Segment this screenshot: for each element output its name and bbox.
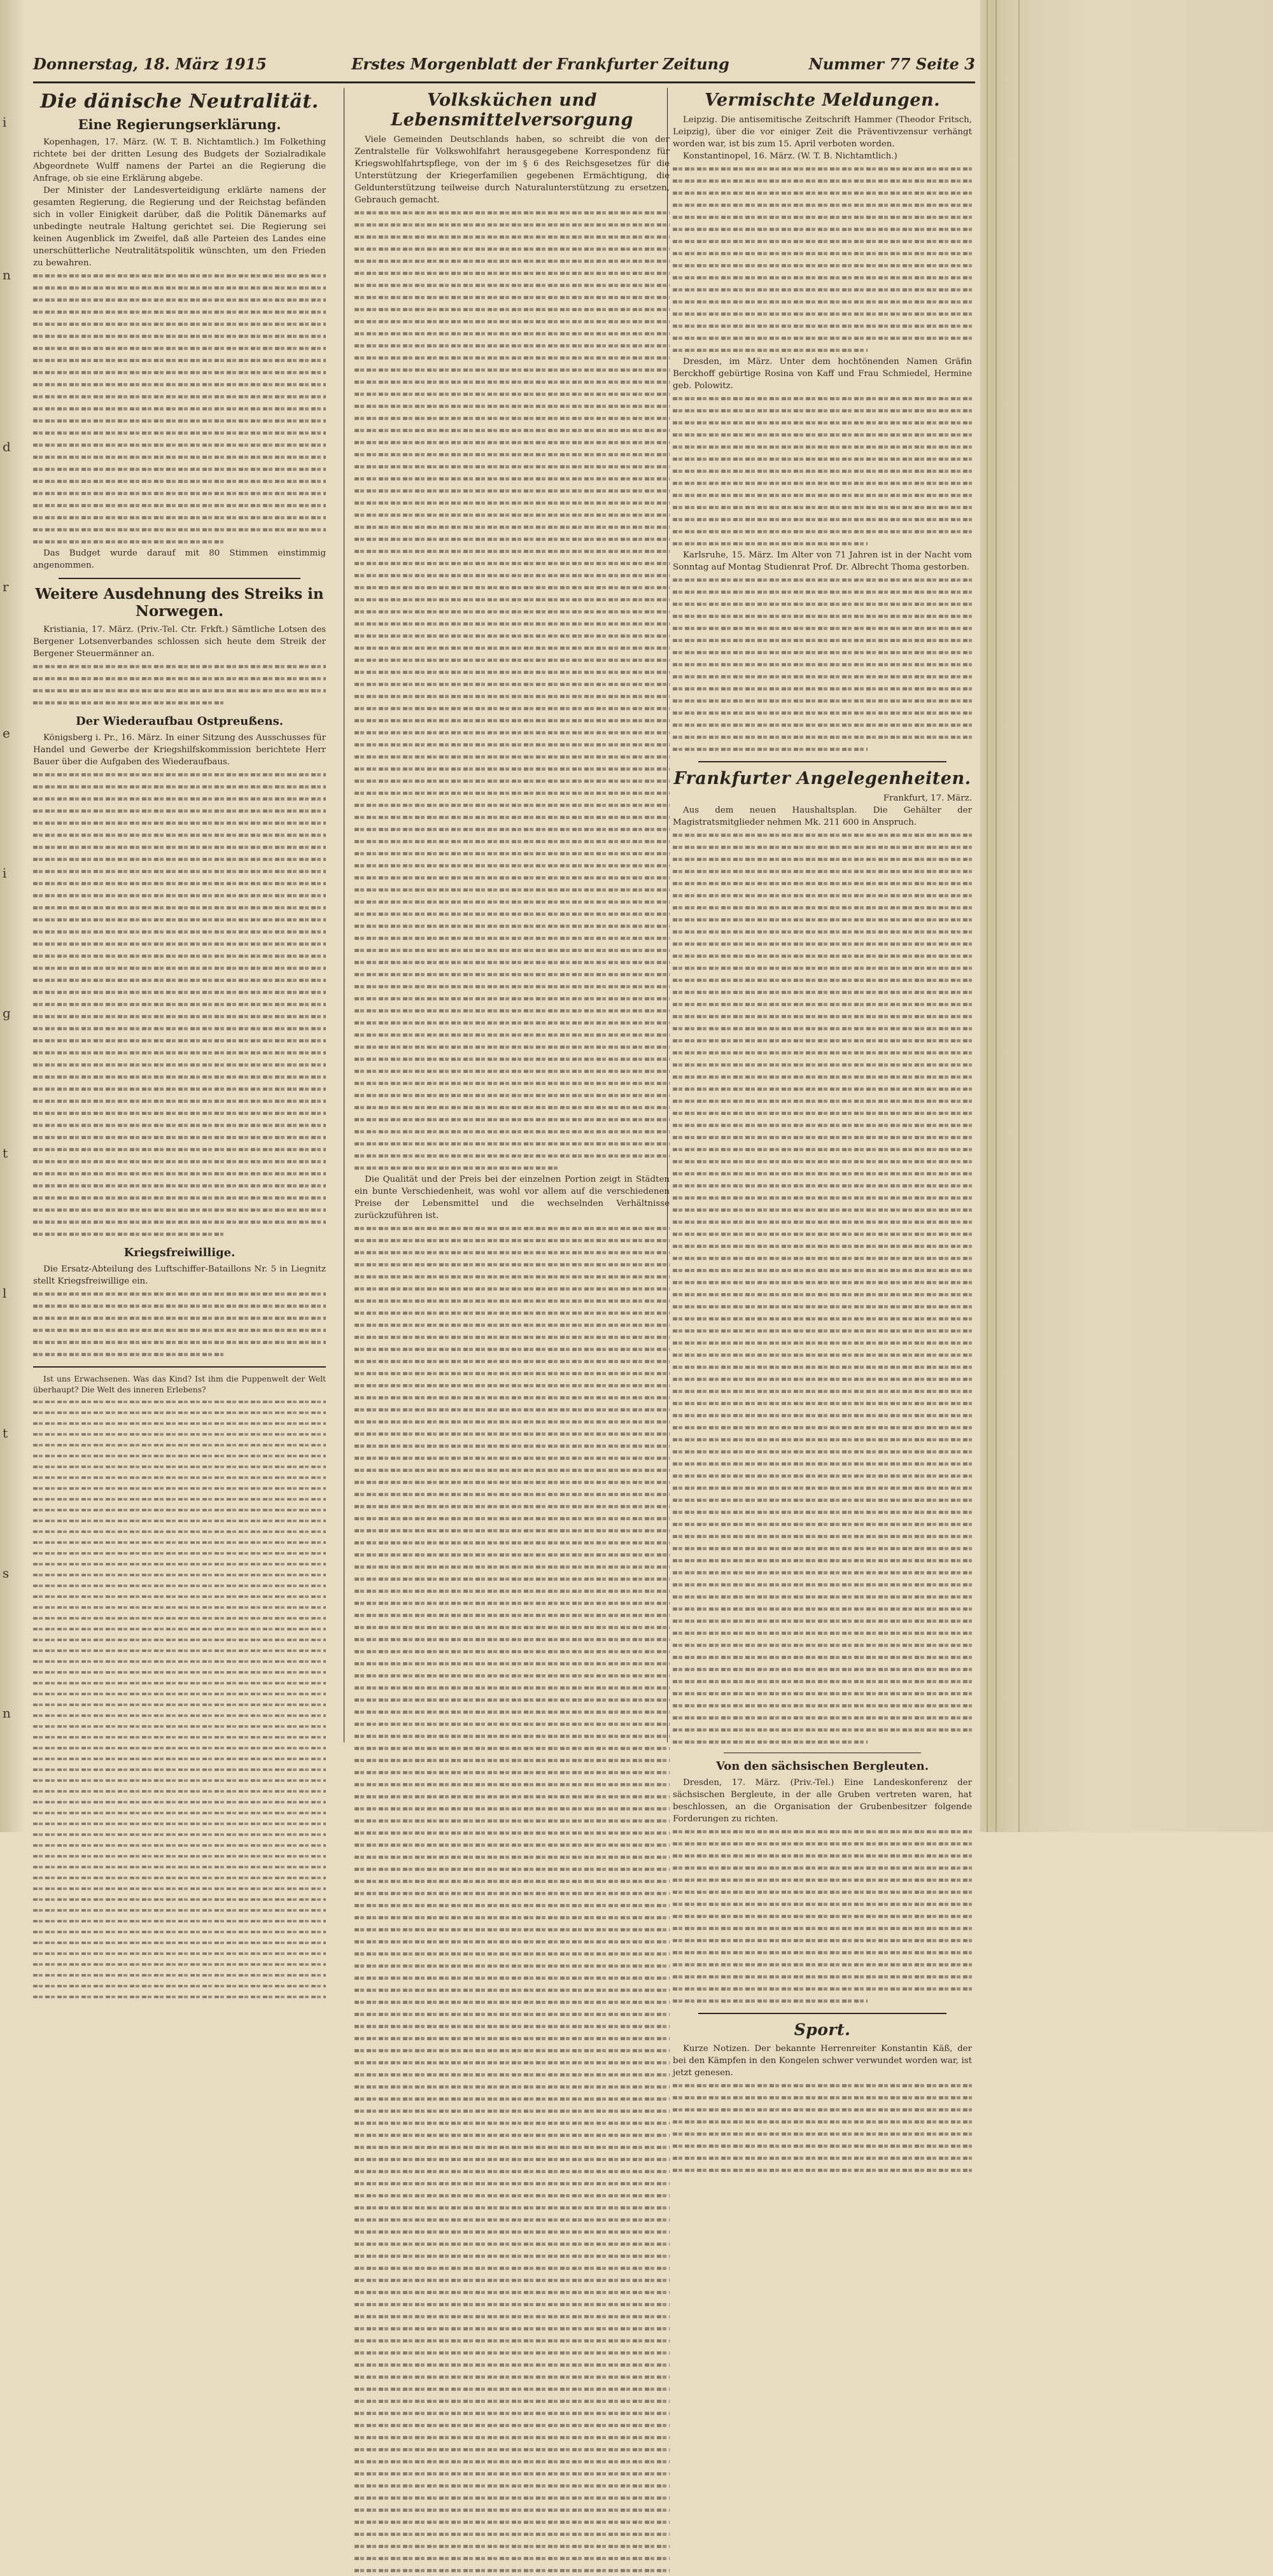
article-text-block bbox=[33, 269, 326, 547]
headline-sport: Sport. bbox=[794, 2020, 851, 2039]
news-item: Konstantinopel, 16. März. (W. T. B. Nichtamtlich.) bbox=[683, 151, 897, 161]
margin-glyph: i bbox=[3, 865, 7, 881]
left-margin-strip bbox=[0, 0, 25, 1832]
newspaper-page bbox=[33, 50, 975, 2078]
header-page-number: Nummer 77 Seite 3 bbox=[808, 55, 975, 73]
article-text-block bbox=[33, 1287, 326, 1360]
article-text-block bbox=[673, 829, 972, 1747]
article-lead: Kopenhagen, 17. März. (W. T. B. Nichtamtlich.) Im Folkething richtete bei der dritten Lesung des Budgets der Sozialradikale Abgeordnete Wulff namens der Partei an die Regierung die Anfrage, ob sie eine Erklärung abgebe. bbox=[33, 137, 326, 183]
subheadline-government-statement: Eine Regierungserklärung. bbox=[78, 116, 281, 132]
headline-danish-neutrality: Die dänische Neutralität. bbox=[40, 90, 319, 113]
news-item: Dresden, 17. März. (Priv.-Tel.) Eine Landeskonferenz der sächsischen Bergleute, in der alle Gruben vertreten waren, hat beschlossen, an die Organisation der Grubenbesitzer folgende Forderungen zu richten. bbox=[673, 1778, 972, 1824]
article-lead: Die Ersatz-Abteilung des Luftschiffer-Bataillons Nr. 5 in Liegnitz stellt Kriegsfreiwillige ein. bbox=[33, 1264, 326, 1286]
article-text-block bbox=[673, 162, 972, 356]
feuilleton-lead: Ist uns Erwachsenen. Was das Kind? Ist ihm die Puppenwelt der Welt überhaupt? Die Welt des inneren Erlebens? bbox=[33, 1375, 326, 1395]
headline-saxon-miners: Von den sächsischen Bergleuten. bbox=[715, 1760, 929, 1773]
margin-glyph: l bbox=[3, 1285, 7, 1301]
column-3 bbox=[673, 88, 972, 2078]
article-text-block bbox=[355, 1222, 670, 2576]
section-rule bbox=[698, 2013, 946, 2014]
section-rule bbox=[698, 761, 946, 762]
article-text-block bbox=[355, 206, 670, 1173]
column-2 bbox=[355, 88, 670, 1742]
margin-glyph: n bbox=[3, 1705, 11, 1721]
book-spine-edge bbox=[980, 0, 1273, 1832]
margin-glyph: g bbox=[3, 1005, 11, 1021]
article-text-block bbox=[673, 392, 972, 549]
article-lead: Kristiania, 17. März. (Priv.-Tel. Ctr. Frkft.) Sämtliche Lotsen des Bergener Lotsenverbandes schlossen sich heute dem Streik der Bergener Steuermänner an. bbox=[33, 625, 326, 659]
article-lead: Königsberg i. Pr., 16. März. In einer Sitzung des Ausschusses für Handel und Gewerbe der Kriegshilfskommission berichtete Herr Bauer über die Aufgaben des Wiederaufbaus. bbox=[33, 733, 326, 767]
margin-glyph: s bbox=[3, 1565, 10, 1581]
margin-glyph: i bbox=[3, 115, 7, 130]
header-date: Donnerstag, 18. März 1915 bbox=[33, 55, 267, 73]
article-body: Die Qualität und der Preis bei der einzelnen Portion zeigt in Städten ein bunte Verschiedenheit, was wohl vor allem auf die verschiedenen Preise der Lebensmittel und die wechselnden Verhältnisse zurückzuführen ist. bbox=[355, 1175, 670, 1221]
headline-war-volunteers: Kriegsfreiwillige. bbox=[123, 1246, 236, 1259]
margin-glyph: n bbox=[3, 267, 11, 283]
news-item: Aus dem neuen Haushaltsplan. Die Gehälter der Magistratsmitglieder nehmen Mk. 211 600 in Anspruch. bbox=[673, 806, 972, 827]
news-item: Dresden, im März. Unter dem hochtönenden Namen Gräfin Berckhoff gebürtige Rosina von Kaff und Frau Schmiedel, Hermine geb. Polowitz. bbox=[673, 357, 972, 391]
headline-east-prussia: Der Wiederaufbau Ostpreußens. bbox=[76, 715, 283, 728]
feuilleton-text-block bbox=[33, 1396, 326, 2002]
headline-norway-strike: Weitere Ausdehnung des Streiks in Norwegen. bbox=[35, 585, 324, 620]
margin-glyph: d bbox=[3, 439, 11, 454]
article-text-block bbox=[673, 2079, 972, 2176]
dateline: Frankfurt, 17. März. bbox=[883, 794, 972, 803]
headline-miscellaneous-news: Vermischte Meldungen. bbox=[704, 90, 941, 110]
news-item: Kurze Notizen. Der bekannte Herrenreiter Konstantin Käß, der bei den Kämpfen in den Kongelen schwer verwundet worden war, ist jetzt genesen. bbox=[673, 2044, 972, 2078]
headline-soup-kitchens: Volksküchen und Lebensmittelversorgung bbox=[391, 90, 633, 130]
article-text-block bbox=[33, 660, 326, 708]
article-text-block bbox=[33, 768, 326, 1240]
news-item: Karlsruhe, 15. März. Im Alter von 71 Jahren ist in der Nacht vom Sonntag auf Montag Studienrat Prof. Dr. Albrecht Thoma gestorben. bbox=[673, 550, 972, 572]
column-1 bbox=[33, 88, 326, 1742]
article-text-block bbox=[673, 1825, 972, 2006]
margin-glyph: t bbox=[3, 1425, 8, 1441]
headline-frankfurt-affairs: Frankfurter Angelegenheiten. bbox=[673, 769, 971, 788]
article-text-block bbox=[673, 573, 972, 755]
margin-glyph: e bbox=[3, 725, 10, 741]
section-rule bbox=[59, 578, 300, 579]
header-masthead: Erstes Morgenblatt der Frankfurter Zeitung bbox=[351, 55, 729, 73]
margin-glyph: t bbox=[3, 1145, 8, 1161]
article-body: Der Minister der Landesverteidigung erklärte namens der gesamten Regierung, die Regierung und der Reichstag befänden sich in voller Einigkeit darüber, daß die Politik Dänemarks auf unbedingte neutrale Haltung gerichtet sei. Die Regierung sei keinen Augenblick im Zweifel, daß alle Parteien des Landes eine unerschütterliche Neutralitätspolitik wünschten, um den Frieden zu bewahren. bbox=[33, 186, 326, 268]
article-closing: Das Budget wurde darauf mit 80 Stimmen einstimmig angenommen. bbox=[33, 549, 326, 570]
article-lead: Viele Gemeinden Deutschlands haben, so schreibt die von der Zentralstelle für Volkswohlfahrt herausgegebene Korrespondenz für Kriegswohlfahrtspflege, von der im § 6 des Reichsgesetzes für die Unterstützung der Kriegerfamilien gegebenen Ermächtigung, die Geldunterstützung teilweise durch Naturalunterstützung zu ersetzen, Gebrauch gemacht. bbox=[355, 135, 670, 205]
page-header bbox=[33, 50, 975, 83]
feuilleton-rule bbox=[33, 1366, 326, 1368]
margin-glyph: r bbox=[3, 579, 9, 594]
news-item: Leipzig. Die antisemitische Zeitschrift Hammer (Theodor Fritsch, Leipzig), über die vor einiger Zeit die Präventivzensur verhängt worden war, ist bis zum 15. April verboten worden. bbox=[673, 115, 972, 149]
